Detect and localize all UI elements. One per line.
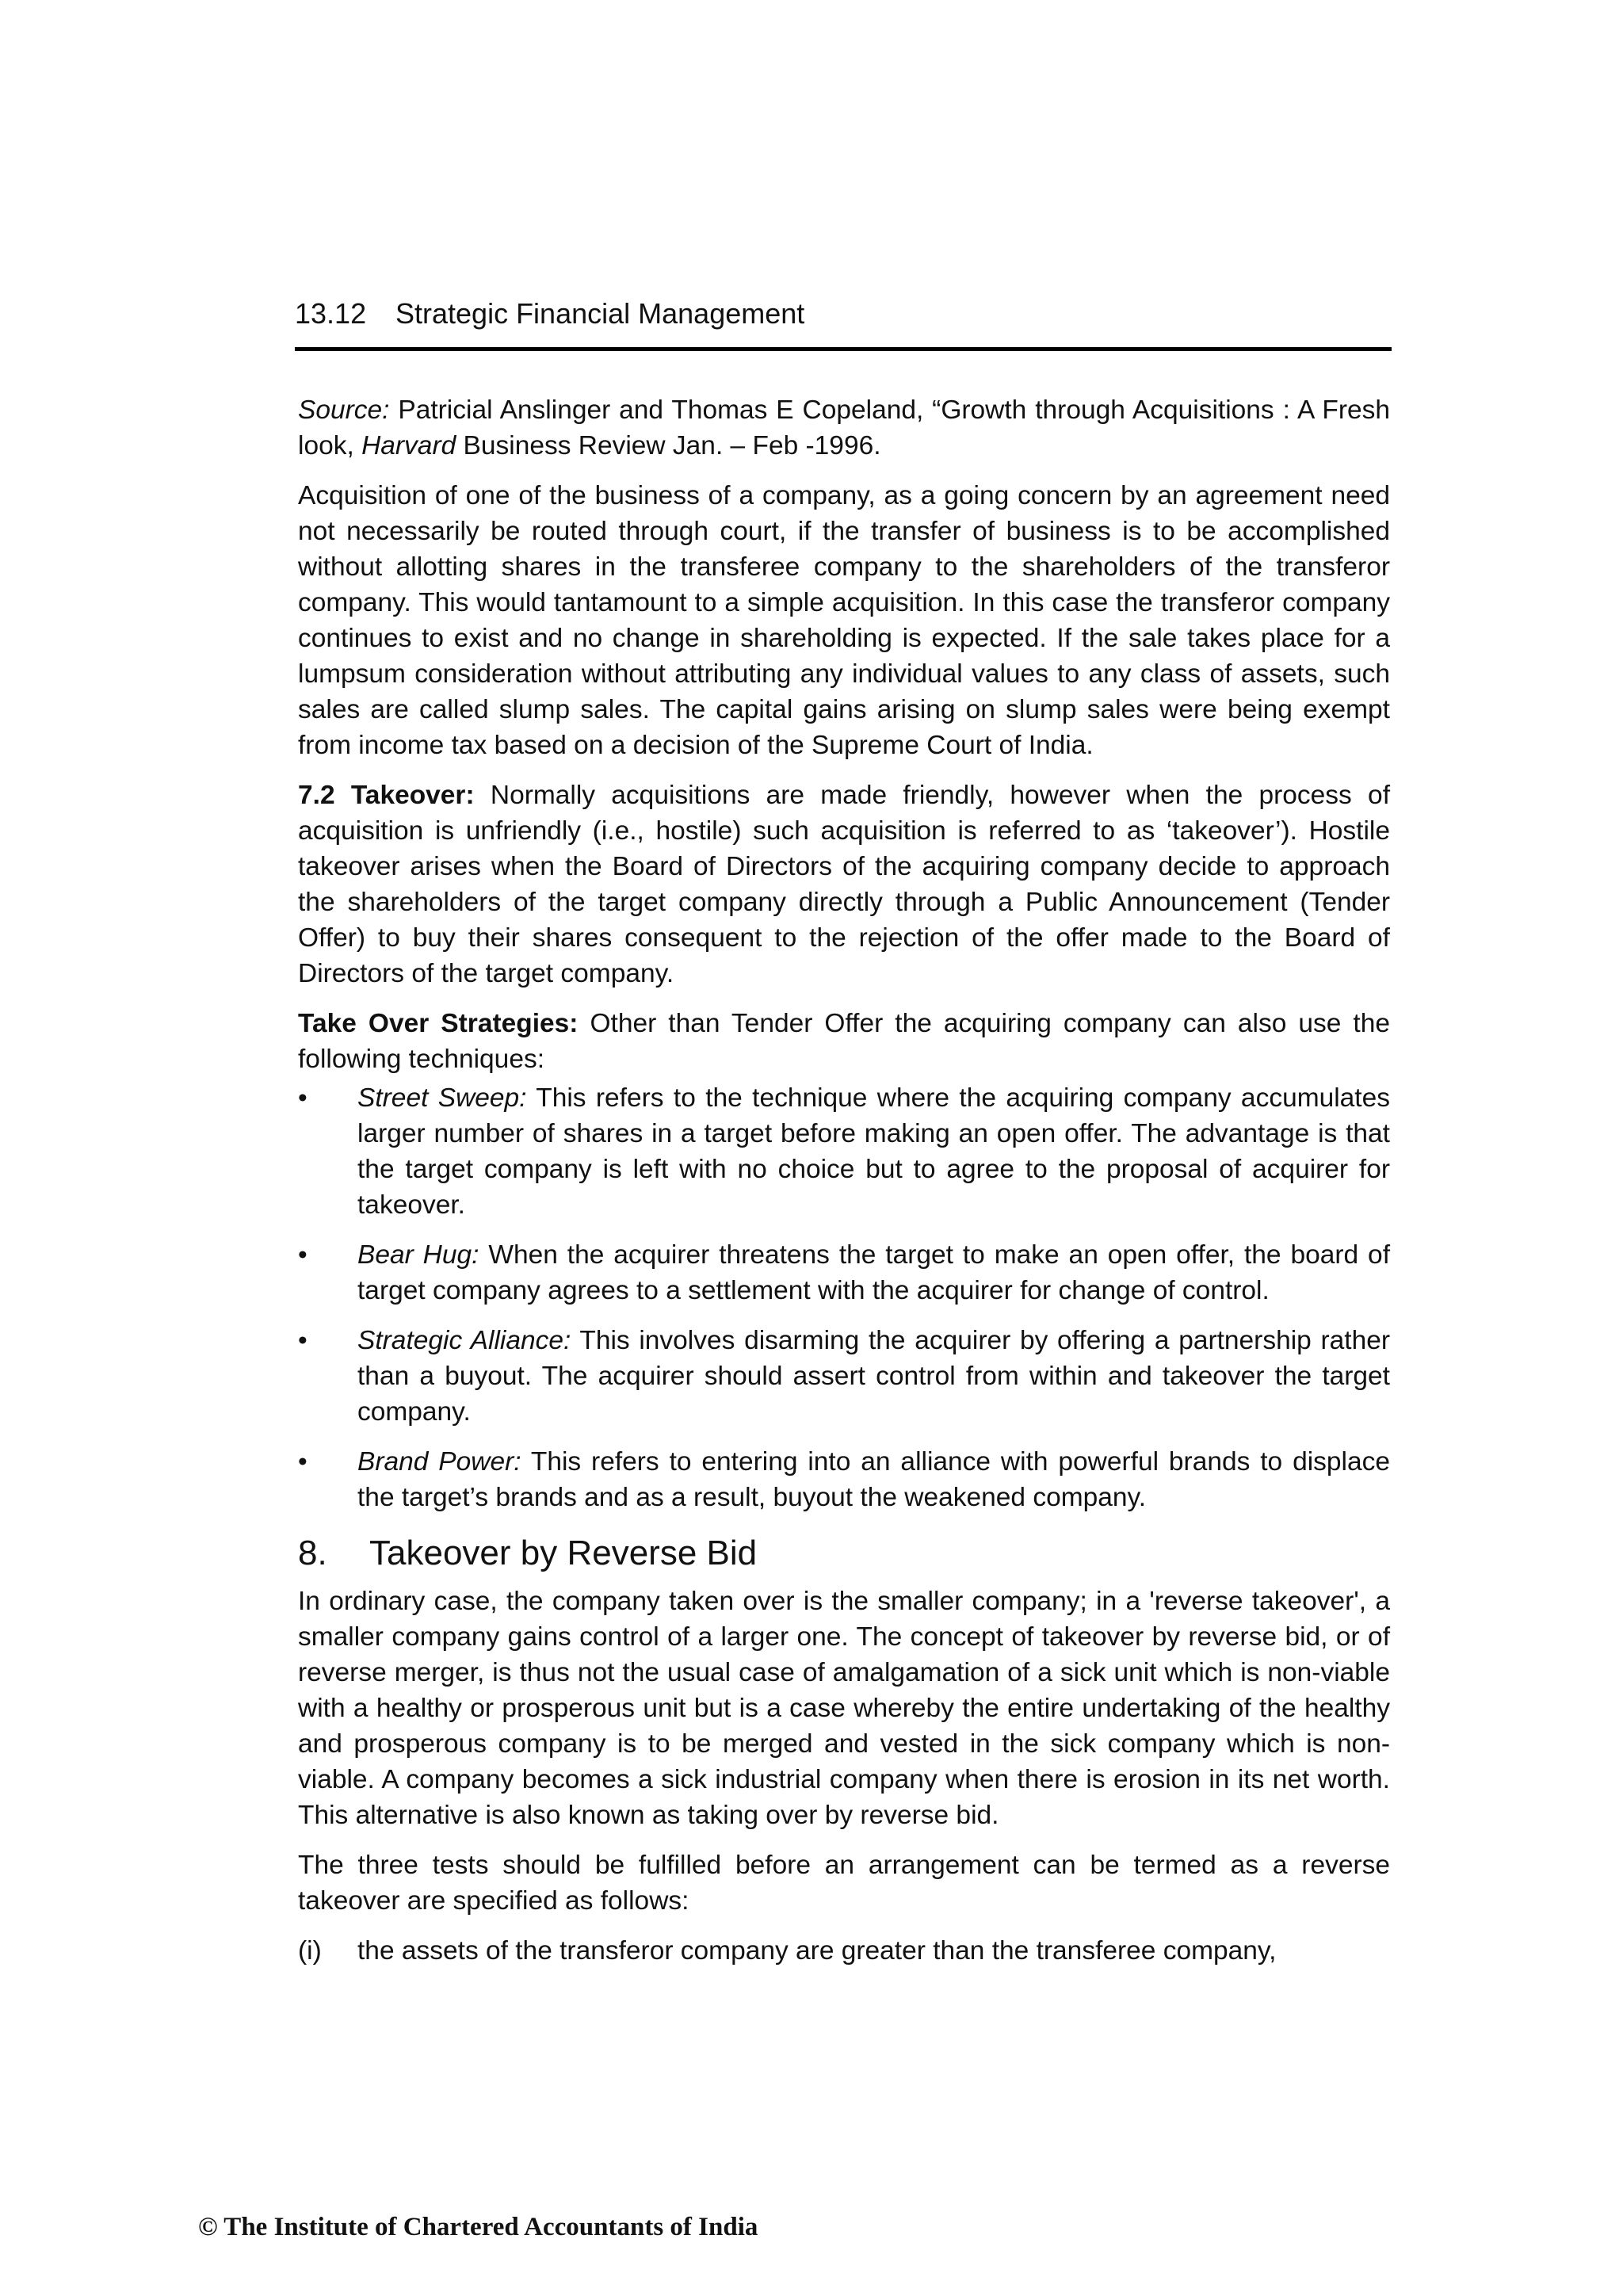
list-item bbox=[298, 1237, 1390, 1308]
item-term: Strategic Alliance: bbox=[357, 1326, 571, 1355]
three-tests-paragraph: The three tests should be fulfilled before an arrangement can be termed as a reverse takeover are specified as follows: bbox=[298, 1851, 1390, 1916]
source-text-a: Patricial Anslinger and Thomas E Copeland, “Growth through Acquisitions : A Fresh look, bbox=[298, 395, 1390, 460]
item-text: When the acquirer threatens the target to make an open offer, the board of target company agrees to a settlement with the acquirer for change of control. bbox=[357, 1240, 1390, 1305]
strategies-text: Other than Tender Offer the acquiring company can also use the following techniques: bbox=[298, 1009, 1390, 1074]
list-item bbox=[298, 1444, 1390, 1515]
section-number: 8. bbox=[298, 1534, 327, 1572]
section-heading bbox=[298, 1530, 1390, 1577]
page-content bbox=[298, 392, 1390, 1983]
item-label: (i) bbox=[298, 1936, 322, 1966]
book-title: Strategic Financial Management bbox=[395, 297, 805, 330]
page-header bbox=[295, 295, 1392, 351]
item-term: Street Sweep: bbox=[357, 1083, 527, 1113]
reverse-bid-paragraph: In ordinary case, the company taken over is the smaller company; in a 'reverse takeover', a smaller company gains control of a larger one. The concept of takeover by reverse bid, or of reverse merger, is thus not the usual case of amalgamation of a sick unit which is non-viable with a healthy or prosperous unit but is a case whereby the entire undertaking of the healthy and prosperous company is to be merged and vested in the sick company which is non-viable. A company becomes a sick industrial company when there is erosion in its net worth. This alternative is also known as taking over by reverse bid. bbox=[298, 1587, 1390, 1830]
item-text: This refers to the technique where the acquiring company accumulates larger number of shares in a target before making an open offer. The advantage is that the target company is left with no choice but to agree to the proposal of acquirer for takeover. bbox=[357, 1083, 1390, 1220]
item-text: This refers to entering into an alliance with powerful brands to displace the target’s brands and as a result, buyout the weakened company. bbox=[357, 1447, 1390, 1512]
list-item bbox=[298, 1080, 1390, 1223]
bullet-icon: • bbox=[298, 1326, 307, 1355]
bullet-icon: • bbox=[298, 1447, 307, 1477]
running-head bbox=[295, 295, 1392, 347]
copyright-footer: © The Institute of Chartered Accountants of India bbox=[198, 2213, 758, 2241]
source-citation bbox=[298, 392, 1390, 464]
section-title: Takeover by Reverse Bid bbox=[369, 1534, 758, 1572]
source-italic-word: Harvard bbox=[361, 431, 456, 460]
item-term: Bear Hug: bbox=[357, 1240, 479, 1270]
list-item bbox=[298, 1933, 1390, 1969]
item-text: the assets of the transferor company are greater than the transferee company, bbox=[357, 1936, 1277, 1966]
header-rule bbox=[295, 347, 1392, 351]
bullet-icon: • bbox=[298, 1240, 307, 1270]
item-text: This involves disarming the acquirer by offering a partnership rather than a buyout. The acquirer should assert control from within and takeover the target company. bbox=[357, 1326, 1391, 1427]
source-text-b: Business Review Jan. – Feb -1996. bbox=[456, 431, 881, 460]
acquisition-paragraph: Acquisition of one of the business of a company, as a going concern by an agreement need not necessarily be routed through court, if the transfer of business is to be accomplished without allotting shares in the transferee company to the shareholders of the transferor company. This would tantamount to a simple acquisition. In this case the transferor company continues to exist and no change in shareholding is expected. If the sale takes place for a lumpsum consideration without attributing any individual values to any class of assets, such sales are called slump sales. The capital gains arising on slump sales were being exempt from income tax based on a decision of the Supreme Court of India. bbox=[298, 481, 1390, 760]
strategies-list bbox=[298, 1080, 1390, 1515]
takeover-heading: 7.2 Takeover: bbox=[298, 781, 475, 810]
takeover-text: Normally acquisitions are made friendly, however when the process of acquisition is unfriendly (i.e., hostile) such acquisition is referred to as ‘takeover’). Hostile takeover arises when the Board of Directors of the acquiring company decide to approach the shareholders of the target company directly through a Public Announcement (Tender Offer) to buy their shares consequent to the rejection of the offer made to the Board of Directors of the target company. bbox=[298, 781, 1390, 988]
bullet-icon: • bbox=[298, 1083, 307, 1113]
page-number: 13.12 bbox=[295, 297, 367, 330]
list-item bbox=[298, 1323, 1390, 1430]
source-label: Source: bbox=[298, 395, 390, 425]
takeover-paragraph bbox=[298, 777, 1390, 991]
item-term: Brand Power: bbox=[357, 1447, 521, 1477]
strategies-paragraph bbox=[298, 1006, 1390, 1077]
strategies-heading: Take Over Strategies: bbox=[298, 1009, 579, 1038]
